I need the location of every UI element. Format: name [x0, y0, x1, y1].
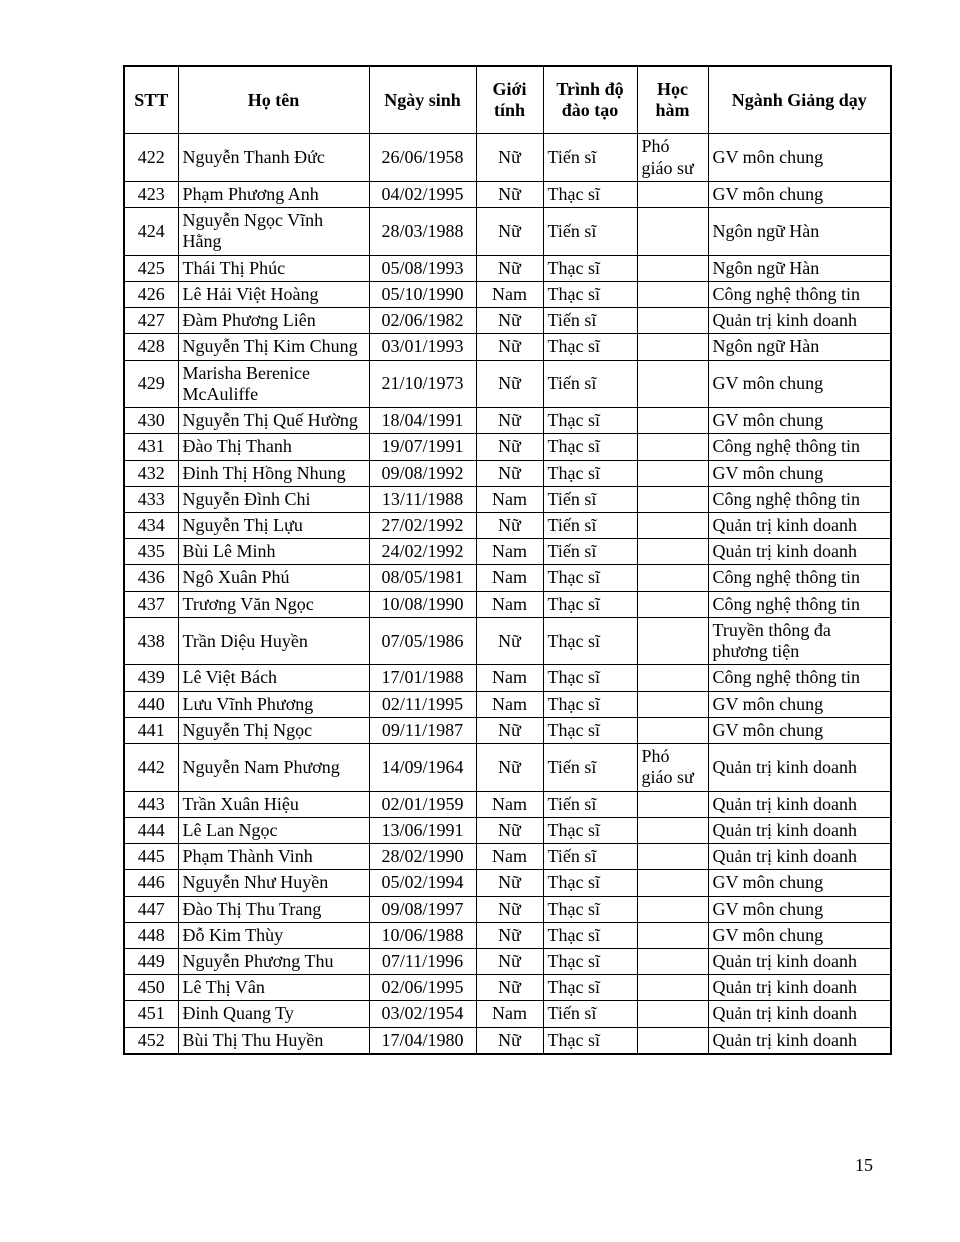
cell-gioi-tinh: Nam [476, 281, 543, 307]
cell-gioi-tinh: Nữ [476, 460, 543, 486]
cell-hoc-ham [637, 717, 708, 743]
cell-ho-ten: Lê Thị Vân [178, 975, 369, 1001]
table-row [124, 565, 891, 591]
cell-ho-ten: Nguyễn Ngọc Vĩnh Hằng [178, 208, 369, 255]
cell-trinh-do-dao-tao: Thạc sĩ [543, 896, 637, 922]
cell-ngay-sinh: 13/11/1988 [369, 486, 476, 512]
cell-gioi-tinh: Nam [476, 539, 543, 565]
cell-stt: 437 [124, 591, 178, 617]
cell-nganh-giang-day: Công nghệ thông tin [708, 281, 891, 307]
cell-trinh-do-dao-tao: Thạc sĩ [543, 255, 637, 281]
cell-stt: 451 [124, 1001, 178, 1027]
cell-gioi-tinh: Nam [476, 791, 543, 817]
cell-gioi-tinh: Nữ [476, 744, 543, 791]
cell-gioi-tinh: Nữ [476, 434, 543, 460]
cell-gioi-tinh: Nữ [476, 948, 543, 974]
cell-hoc-ham [637, 975, 708, 1001]
cell-nganh-giang-day: GV môn chung [708, 922, 891, 948]
cell-ngay-sinh: 17/01/1988 [369, 665, 476, 691]
cell-ngay-sinh: 08/05/1981 [369, 565, 476, 591]
table-row [124, 539, 891, 565]
cell-hoc-ham [637, 360, 708, 407]
cell-nganh-giang-day: Ngôn ngữ Hàn [708, 334, 891, 360]
cell-nganh-giang-day: GV môn chung [708, 360, 891, 407]
table-header [124, 66, 891, 134]
cell-stt: 435 [124, 539, 178, 565]
cell-ho-ten: Thái Thị Phúc [178, 255, 369, 281]
cell-gioi-tinh: Nữ [476, 717, 543, 743]
cell-gioi-tinh: Nữ [476, 255, 543, 281]
cell-hoc-ham [637, 434, 708, 460]
cell-trinh-do-dao-tao: Thạc sĩ [543, 717, 637, 743]
cell-hoc-ham [637, 870, 708, 896]
cell-nganh-giang-day: GV môn chung [708, 717, 891, 743]
cell-ho-ten: Đinh Thị Hồng Nhung [178, 460, 369, 486]
cell-ngay-sinh: 02/06/1995 [369, 975, 476, 1001]
cell-ngay-sinh: 13/06/1991 [369, 817, 476, 843]
cell-stt: 426 [124, 281, 178, 307]
cell-ho-ten: Nguyễn Nam Phương [178, 744, 369, 791]
cell-stt: 432 [124, 460, 178, 486]
cell-trinh-do-dao-tao: Thạc sĩ [543, 591, 637, 617]
cell-gioi-tinh: Nữ [476, 1027, 543, 1054]
cell-nganh-giang-day: Quản trị kinh doanh [708, 512, 891, 538]
cell-nganh-giang-day: Công nghệ thông tin [708, 591, 891, 617]
cell-trinh-do-dao-tao: Thạc sĩ [543, 870, 637, 896]
cell-gioi-tinh: Nữ [476, 922, 543, 948]
cell-ho-ten: Đỗ Kim Thùy [178, 922, 369, 948]
table-row [124, 691, 891, 717]
cell-nganh-giang-day: GV môn chung [708, 408, 891, 434]
cell-gioi-tinh: Nữ [476, 512, 543, 538]
cell-nganh-giang-day: Quản trị kinh doanh [708, 948, 891, 974]
cell-stt: 427 [124, 308, 178, 334]
cell-gioi-tinh: Nữ [476, 617, 543, 664]
cell-hoc-ham [637, 181, 708, 207]
cell-gioi-tinh: Nữ [476, 334, 543, 360]
cell-ho-ten: Ngô Xuân Phú [178, 565, 369, 591]
cell-ho-ten: Lưu Vĩnh Phương [178, 691, 369, 717]
table-row [124, 922, 891, 948]
cell-stt: 428 [124, 334, 178, 360]
cell-hoc-ham [637, 408, 708, 434]
cell-trinh-do-dao-tao: Thạc sĩ [543, 948, 637, 974]
cell-hoc-ham [637, 334, 708, 360]
cell-hoc-ham [637, 665, 708, 691]
cell-hoc-ham [637, 308, 708, 334]
cell-gioi-tinh: Nam [476, 665, 543, 691]
cell-ngay-sinh: 02/11/1995 [369, 691, 476, 717]
table-row [124, 617, 891, 664]
cell-nganh-giang-day: Công nghệ thông tin [708, 434, 891, 460]
cell-ho-ten: Lê Lan Ngọc [178, 817, 369, 843]
cell-ngay-sinh: 07/11/1996 [369, 948, 476, 974]
cell-trinh-do-dao-tao: Thạc sĩ [543, 334, 637, 360]
cell-ho-ten: Đinh Quang Ty [178, 1001, 369, 1027]
cell-nganh-giang-day: Ngôn ngữ Hàn [708, 208, 891, 255]
table-row [124, 134, 891, 181]
table-row [124, 591, 891, 617]
table-row [124, 408, 891, 434]
cell-nganh-giang-day: GV môn chung [708, 896, 891, 922]
table-row [124, 512, 891, 538]
table-row [124, 844, 891, 870]
cell-stt: 444 [124, 817, 178, 843]
cell-ngay-sinh: 17/04/1980 [369, 1027, 476, 1054]
cell-stt: 452 [124, 1027, 178, 1054]
cell-trinh-do-dao-tao: Tiến sĩ [543, 1001, 637, 1027]
cell-trinh-do-dao-tao: Tiến sĩ [543, 539, 637, 565]
cell-trinh-do-dao-tao: Tiến sĩ [543, 360, 637, 407]
cell-hoc-ham [637, 817, 708, 843]
column-header-stt: STT [124, 66, 178, 134]
cell-trinh-do-dao-tao: Thạc sĩ [543, 181, 637, 207]
cell-stt: 446 [124, 870, 178, 896]
table-row [124, 360, 891, 407]
cell-gioi-tinh: Nam [476, 691, 543, 717]
cell-nganh-giang-day: Ngôn ngữ Hàn [708, 255, 891, 281]
cell-ngay-sinh: 10/08/1990 [369, 591, 476, 617]
cell-gioi-tinh: Nữ [476, 975, 543, 1001]
cell-nganh-giang-day: Quản trị kinh doanh [708, 791, 891, 817]
cell-stt: 443 [124, 791, 178, 817]
cell-ngay-sinh: 09/08/1997 [369, 896, 476, 922]
cell-trinh-do-dao-tao: Tiến sĩ [543, 512, 637, 538]
cell-hoc-ham [637, 460, 708, 486]
cell-ngay-sinh: 28/03/1988 [369, 208, 476, 255]
cell-hoc-ham: Phó giáo sư [637, 134, 708, 181]
page-number: 15 [855, 1155, 873, 1175]
cell-gioi-tinh: Nam [476, 591, 543, 617]
cell-hoc-ham [637, 512, 708, 538]
cell-hoc-ham [637, 591, 708, 617]
cell-ho-ten: Đào Thị Thanh [178, 434, 369, 460]
table-row [124, 1001, 891, 1027]
cell-trinh-do-dao-tao: Thạc sĩ [543, 617, 637, 664]
table-row [124, 486, 891, 512]
table-row [124, 460, 891, 486]
cell-ho-ten: Nguyễn Thị Ngọc [178, 717, 369, 743]
cell-nganh-giang-day: Quản trị kinh doanh [708, 539, 891, 565]
cell-stt: 449 [124, 948, 178, 974]
cell-hoc-ham [637, 896, 708, 922]
table-row [124, 334, 891, 360]
cell-hoc-ham [637, 565, 708, 591]
table-row [124, 308, 891, 334]
cell-stt: 425 [124, 255, 178, 281]
cell-nganh-giang-day: Quản trị kinh doanh [708, 308, 891, 334]
cell-stt: 447 [124, 896, 178, 922]
cell-nganh-giang-day: GV môn chung [708, 134, 891, 181]
table-row [124, 1027, 891, 1054]
cell-ho-ten: Nguyễn Như Huyền [178, 870, 369, 896]
cell-hoc-ham [637, 922, 708, 948]
table-row [124, 208, 891, 255]
cell-hoc-ham [637, 617, 708, 664]
cell-ngay-sinh: 10/06/1988 [369, 922, 476, 948]
cell-gioi-tinh: Nam [476, 486, 543, 512]
cell-nganh-giang-day: Quản trị kinh doanh [708, 975, 891, 1001]
cell-gioi-tinh: Nữ [476, 181, 543, 207]
cell-nganh-giang-day: GV môn chung [708, 181, 891, 207]
cell-ho-ten: Lê Việt Bách [178, 665, 369, 691]
cell-stt: 436 [124, 565, 178, 591]
cell-nganh-giang-day: Công nghệ thông tin [708, 565, 891, 591]
cell-stt: 439 [124, 665, 178, 691]
cell-stt: 422 [124, 134, 178, 181]
cell-ngay-sinh: 03/02/1954 [369, 1001, 476, 1027]
cell-gioi-tinh: Nữ [476, 870, 543, 896]
cell-ngay-sinh: 27/02/1992 [369, 512, 476, 538]
cell-nganh-giang-day: Quản trị kinh doanh [708, 744, 891, 791]
cell-ho-ten: Lê Hải Việt Hoàng [178, 281, 369, 307]
cell-ho-ten: Bùi Lê Minh [178, 539, 369, 565]
cell-trinh-do-dao-tao: Tiến sĩ [543, 208, 637, 255]
cell-stt: 424 [124, 208, 178, 255]
cell-ngay-sinh: 18/04/1991 [369, 408, 476, 434]
cell-ho-ten: Nguyễn Thị Kim Chung [178, 334, 369, 360]
cell-ho-ten: Phạm Phương Anh [178, 181, 369, 207]
cell-ho-ten: Đào Thị Thu Trang [178, 896, 369, 922]
cell-trinh-do-dao-tao: Thạc sĩ [543, 434, 637, 460]
cell-nganh-giang-day: Công nghệ thông tin [708, 665, 891, 691]
cell-ngay-sinh: 09/11/1987 [369, 717, 476, 743]
cell-gioi-tinh: Nữ [476, 360, 543, 407]
cell-ngay-sinh: 21/10/1973 [369, 360, 476, 407]
cell-stt: 448 [124, 922, 178, 948]
cell-trinh-do-dao-tao: Thạc sĩ [543, 691, 637, 717]
cell-trinh-do-dao-tao: Tiến sĩ [543, 134, 637, 181]
table-row [124, 665, 891, 691]
cell-ngay-sinh: 05/02/1994 [369, 870, 476, 896]
cell-nganh-giang-day: GV môn chung [708, 870, 891, 896]
cell-stt: 442 [124, 744, 178, 791]
cell-trinh-do-dao-tao: Thạc sĩ [543, 460, 637, 486]
cell-stt: 441 [124, 717, 178, 743]
cell-gioi-tinh: Nam [476, 565, 543, 591]
cell-gioi-tinh: Nữ [476, 896, 543, 922]
table-row [124, 255, 891, 281]
cell-hoc-ham [637, 1001, 708, 1027]
cell-gioi-tinh: Nữ [476, 817, 543, 843]
cell-ngay-sinh: 07/05/1986 [369, 617, 476, 664]
cell-gioi-tinh: Nữ [476, 408, 543, 434]
cell-nganh-giang-day: Công nghệ thông tin [708, 486, 891, 512]
table-header-row [124, 66, 891, 134]
cell-ngay-sinh: 04/02/1995 [369, 181, 476, 207]
column-header-ngay-sinh: Ngày sinh [369, 66, 476, 134]
cell-ho-ten: Nguyễn Đình Chi [178, 486, 369, 512]
table-row [124, 181, 891, 207]
cell-ho-ten: Nguyễn Phương Thu [178, 948, 369, 974]
cell-ho-ten: Trần Xuân Hiệu [178, 791, 369, 817]
cell-gioi-tinh: Nữ [476, 308, 543, 334]
cell-ho-ten: Trần Diệu Huyền [178, 617, 369, 664]
cell-trinh-do-dao-tao: Thạc sĩ [543, 922, 637, 948]
cell-trinh-do-dao-tao: Tiến sĩ [543, 744, 637, 791]
cell-trinh-do-dao-tao: Thạc sĩ [543, 565, 637, 591]
table-row [124, 870, 891, 896]
table-row [124, 896, 891, 922]
cell-hoc-ham [637, 691, 708, 717]
cell-gioi-tinh: Nam [476, 844, 543, 870]
table-row [124, 281, 891, 307]
cell-hoc-ham [637, 539, 708, 565]
cell-nganh-giang-day: Quản trị kinh doanh [708, 844, 891, 870]
faculty-table [123, 65, 892, 1055]
column-header-hoc-ham: Học hàm [637, 66, 708, 134]
cell-stt: 445 [124, 844, 178, 870]
table-body [124, 134, 891, 1054]
cell-ho-ten: Nguyễn Thị Lựu [178, 512, 369, 538]
table-row [124, 717, 891, 743]
cell-ho-ten: Marisha Berenice McAuliffe [178, 360, 369, 407]
cell-stt: 429 [124, 360, 178, 407]
cell-nganh-giang-day: GV môn chung [708, 460, 891, 486]
cell-nganh-giang-day: Truyền thông đa phương tiện [708, 617, 891, 664]
table-row [124, 948, 891, 974]
cell-hoc-ham: Phó giáo sư [637, 744, 708, 791]
cell-ngay-sinh: 09/08/1992 [369, 460, 476, 486]
cell-nganh-giang-day: Quản trị kinh doanh [708, 1027, 891, 1054]
cell-nganh-giang-day: Quản trị kinh doanh [708, 1001, 891, 1027]
table-row [124, 975, 891, 1001]
cell-ngay-sinh: 05/08/1993 [369, 255, 476, 281]
cell-gioi-tinh: Nam [476, 1001, 543, 1027]
cell-hoc-ham [637, 208, 708, 255]
table-row [124, 744, 891, 791]
column-header-ho-ten: Họ tên [178, 66, 369, 134]
cell-hoc-ham [637, 791, 708, 817]
cell-ho-ten: Nguyễn Thị Quế Hường [178, 408, 369, 434]
cell-trinh-do-dao-tao: Tiến sĩ [543, 791, 637, 817]
cell-ngay-sinh: 14/09/1964 [369, 744, 476, 791]
cell-trinh-do-dao-tao: Tiến sĩ [543, 486, 637, 512]
cell-ngay-sinh: 28/02/1990 [369, 844, 476, 870]
cell-stt: 423 [124, 181, 178, 207]
table-row [124, 817, 891, 843]
cell-hoc-ham [637, 486, 708, 512]
cell-hoc-ham [637, 281, 708, 307]
cell-stt: 434 [124, 512, 178, 538]
cell-trinh-do-dao-tao: Tiến sĩ [543, 308, 637, 334]
cell-stt: 431 [124, 434, 178, 460]
column-header-trinh-do-dao-tao: Trình độ đào tạo [543, 66, 637, 134]
cell-trinh-do-dao-tao: Thạc sĩ [543, 665, 637, 691]
cell-ho-ten: Trương Văn Ngọc [178, 591, 369, 617]
cell-nganh-giang-day: Quản trị kinh doanh [708, 817, 891, 843]
cell-trinh-do-dao-tao: Thạc sĩ [543, 975, 637, 1001]
cell-stt: 440 [124, 691, 178, 717]
cell-ho-ten: Bùi Thị Thu Huyền [178, 1027, 369, 1054]
column-header-gioi-tinh: Giới tính [476, 66, 543, 134]
table-row [124, 791, 891, 817]
cell-stt: 450 [124, 975, 178, 1001]
cell-trinh-do-dao-tao: Thạc sĩ [543, 817, 637, 843]
cell-ngay-sinh: 05/10/1990 [369, 281, 476, 307]
cell-ngay-sinh: 24/02/1992 [369, 539, 476, 565]
cell-ho-ten: Đàm Phương Liên [178, 308, 369, 334]
cell-ho-ten: Nguyễn Thanh Đức [178, 134, 369, 181]
cell-stt: 438 [124, 617, 178, 664]
cell-trinh-do-dao-tao: Tiến sĩ [543, 844, 637, 870]
cell-trinh-do-dao-tao: Thạc sĩ [543, 281, 637, 307]
cell-gioi-tinh: Nữ [476, 134, 543, 181]
cell-ngay-sinh: 03/01/1993 [369, 334, 476, 360]
cell-ngay-sinh: 19/07/1991 [369, 434, 476, 460]
cell-nganh-giang-day: GV môn chung [708, 691, 891, 717]
cell-trinh-do-dao-tao: Thạc sĩ [543, 408, 637, 434]
cell-hoc-ham [637, 255, 708, 281]
cell-gioi-tinh: Nữ [476, 208, 543, 255]
cell-stt: 430 [124, 408, 178, 434]
cell-trinh-do-dao-tao: Thạc sĩ [543, 1027, 637, 1054]
cell-ho-ten: Phạm Thành Vinh [178, 844, 369, 870]
cell-ngay-sinh: 02/01/1959 [369, 791, 476, 817]
cell-hoc-ham [637, 1027, 708, 1054]
cell-ngay-sinh: 02/06/1982 [369, 308, 476, 334]
cell-ngay-sinh: 26/06/1958 [369, 134, 476, 181]
cell-stt: 433 [124, 486, 178, 512]
cell-hoc-ham [637, 948, 708, 974]
column-header-nganh-giang-day: Ngành Giảng dạy [708, 66, 891, 134]
cell-hoc-ham [637, 844, 708, 870]
table-row [124, 434, 891, 460]
